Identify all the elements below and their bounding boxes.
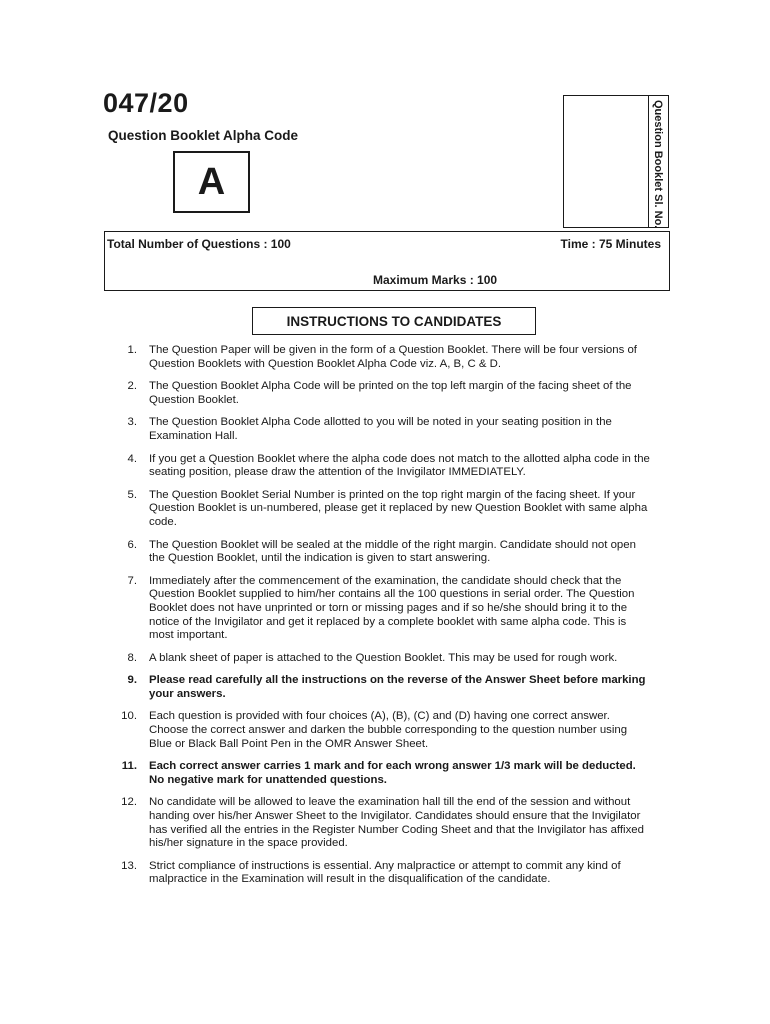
instruction-number: 12. xyxy=(121,796,137,809)
instruction-text: Immediately after the commencement of the examination, the candidate should check that the Question Booklet supplied to him/her contains all the 100 questions in serial order. The Question Booklet does not have unprinted or torn or missing pages and if so he/she should bring it to the notice of the Invigilator and get it replaced by a complete booklet with same alpha code. This is most important. xyxy=(149,574,635,642)
instruction-item xyxy=(110,796,650,850)
instruction-item xyxy=(110,575,650,643)
instruction-number: 7. xyxy=(127,574,137,587)
instruction-text: Please read carefully all the instructions on the reverse of the Answer Sheet before marking your answers. xyxy=(149,674,646,700)
instruction-number: 8. xyxy=(127,651,137,664)
instruction-number: 3. xyxy=(127,416,137,429)
instruction-text: Each correct answer carries 1 mark and for each wrong answer 1/3 mark will be deducted. No negative mark for unattended questions. xyxy=(149,760,636,786)
instruction-item xyxy=(110,674,650,701)
instruction-item xyxy=(110,380,650,407)
instruction-number: 9. xyxy=(127,674,137,687)
instruction-item xyxy=(110,416,650,443)
instructions-list xyxy=(110,344,650,896)
instruction-number: 5. xyxy=(127,488,137,501)
instruction-item xyxy=(110,344,650,371)
instruction-number: 11. xyxy=(121,760,137,773)
instruction-number: 6. xyxy=(127,538,137,551)
instruction-number: 4. xyxy=(127,452,137,465)
instruction-text: Each question is provided with four choices (A), (B), (C) and (D) having one correct answer. Choose the correct answer and darken the bubble corresponding to the question number using Blue or Black Ball Point Pen in the OMR Answer Sheet. xyxy=(149,710,628,750)
instruction-text: No candidate will be allowed to leave the examination hall till the end of the session and without handing over his/her Answer Sheet to the Invigilator. Candidates should ensure that the Invigilator has verified all the entries in the Register Number Coding Sheet and that the Invigilator has affixed his/her signature in the space provided. xyxy=(149,796,644,850)
instruction-number: 13. xyxy=(121,859,137,872)
instruction-item xyxy=(110,710,650,751)
instruction-number: 1. xyxy=(127,344,137,356)
instruction-text: The Question Booklet will be sealed at the middle of the right margin. Candidate should not open the Question Booklet, until the indication is given to start answering. xyxy=(149,538,636,565)
instruction-item xyxy=(110,453,650,480)
instruction-text: The Question Booklet Alpha Code will be printed on the top left margin of the facing sheet of the Question Booklet. xyxy=(149,380,632,406)
instruction-item xyxy=(110,860,650,887)
total-questions: Total Number of Questions : 100 xyxy=(107,237,291,251)
instruction-item xyxy=(110,489,650,530)
exam-time: Time : 75 Minutes xyxy=(560,237,661,251)
instruction-text: Strict compliance of instructions is essential. Any malpractice or attempt to commit any kind of malpractice in the Examination will result in the disqualification of the candidate. xyxy=(149,859,621,886)
instruction-item xyxy=(110,760,650,787)
instruction-item xyxy=(110,539,650,566)
instruction-text: The Question Paper will be given in the form of a Question Booklet. There will be four versions of Question Booklets with Question Booklet Alpha Code viz. A, B, C & D. xyxy=(149,344,637,370)
alpha-code-box: A xyxy=(173,151,250,213)
instruction-text: The Question Booklet Serial Number is printed on the top right margin of the facing sheet. If your Question Booklet is un-numbered, please get it replaced by new Question Booklet with same alpha code. xyxy=(149,488,648,528)
alpha-code-label: Question Booklet Alpha Code xyxy=(108,128,299,143)
instruction-text: A blank sheet of paper is attached to the Question Booklet. This may be used for rough work. xyxy=(149,651,618,664)
maximum-marks: Maximum Marks : 100 xyxy=(373,273,498,287)
code-number: 047/20 xyxy=(103,88,189,118)
instruction-text: If you get a Question Booklet where the alpha code does not match to the allotted alpha code in the seating position, please draw the attention of the Invigilator IMMEDIATELY. xyxy=(149,452,650,479)
instruction-number: 2. xyxy=(127,380,137,393)
instructions-title: INSTRUCTIONS TO CANDIDATES xyxy=(252,307,536,335)
serial-number-box xyxy=(563,95,669,228)
instruction-number: 10. xyxy=(121,710,137,723)
instruction-text: The Question Booklet Alpha Code allotted to you will be noted in your seating position in the Examination Hall. xyxy=(149,416,612,442)
exam-meta-box xyxy=(104,231,670,291)
serial-number-label: Question Booklet Sl. No. xyxy=(652,100,664,229)
instruction-item xyxy=(110,652,650,666)
